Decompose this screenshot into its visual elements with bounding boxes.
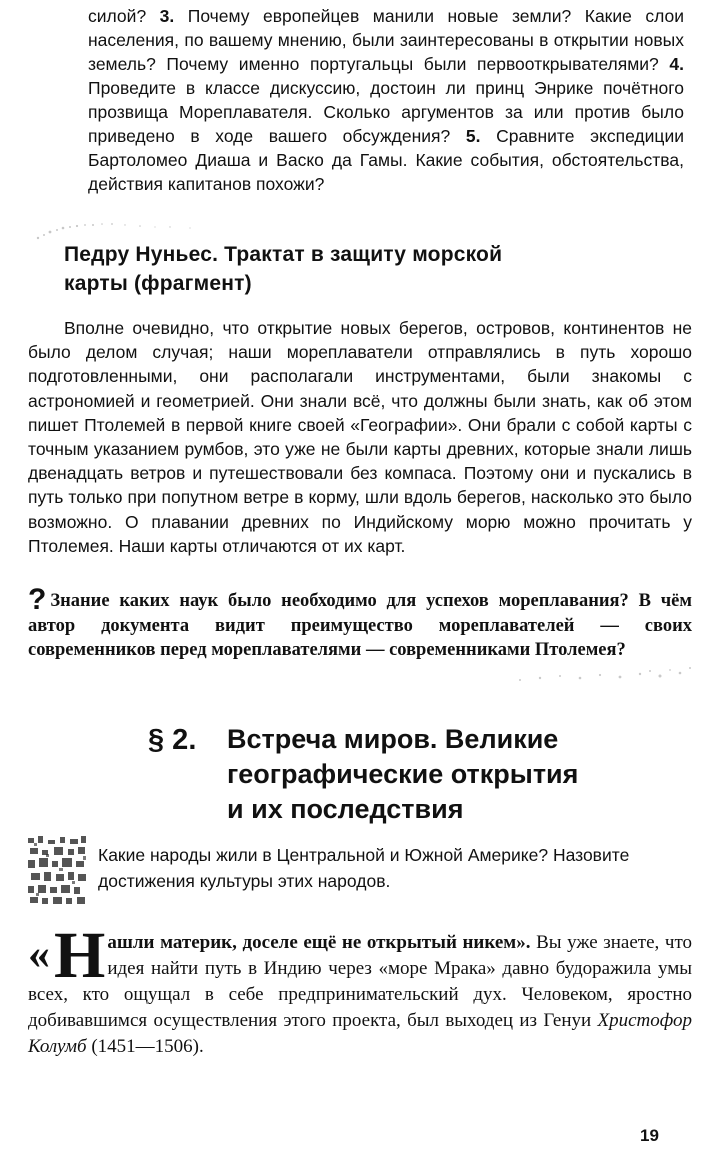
section-title-line-2: географические открытия bbox=[227, 759, 579, 789]
question-mark-icon: ? bbox=[28, 583, 47, 616]
subsection-text-end: (1451—1506). bbox=[86, 1036, 204, 1057]
question-number: 4. bbox=[669, 54, 684, 74]
section-title bbox=[227, 722, 687, 827]
subsection-lead: ашли материк, доселе ещё не открытый никем». bbox=[107, 932, 531, 953]
questions-paragraph bbox=[88, 4, 684, 196]
intro-question: Какие народы жили в Центральной и Южной Америке? Назовите достижения культуры этих народов. bbox=[98, 845, 630, 891]
document-body: Вполне очевидно, что открытие новых берегов, островов, континентов не было делом случая; наши мореплаватели отправлялись в путь хорошо подготовленными, они располагали инструментами, были знакомы с астрономией и геометрией. Они знали всё, что должны были знать, как об этом пишет Птолемей в первой книге своей «Географии». Они брали с собой карты с точным указанием румбов, это уже не были карты древних, которые знали лишь двенадцать ветров и путешествовали без компаса. Поэтому они и пускались в путь только при попутном ветре в корму, шли вдоль берегов, насколько это было возможно. О плавании древних по Индийскому морю можно прочитать у Птолемея. Наши карты отличаются от их карт. bbox=[28, 318, 692, 556]
textured-square-icon bbox=[26, 834, 88, 906]
question-text-run: Почему европейцев манили новые земли? Какие слои населения, по вашему мнению, были заинтересованы в открытии новых земель? Почему именно португальцы были первооткрывателями? bbox=[88, 6, 684, 74]
person-name: Христофор Колумб bbox=[28, 1010, 692, 1057]
subsection-text: Вы уже знаете, что идея найти путь в Индию через «море Мрака» давно будоражила умы всех, кто ощущал в себе предпринимательский дух. Человеком, яростно добивавшимся осуществления этого проекта, был выходец из Генуи bbox=[28, 932, 692, 1031]
document-title-line-1: Педру Нуньес. Трактат в защиту морской bbox=[64, 243, 503, 266]
document-title-line-2: карты (фрагмент) bbox=[64, 272, 252, 295]
decorative-smudge-icon bbox=[500, 640, 700, 690]
open-quote: « bbox=[28, 929, 50, 978]
question-text-run: Проведите в классе дискуссию, достоин ли принц Энрике почётного прозвища Мореплавателя. Сколько аргументов за или против было приведено в ходе вашего обсуждения? bbox=[88, 78, 684, 146]
page-number: 19 bbox=[640, 1126, 659, 1145]
question-number: 5. bbox=[465, 126, 481, 146]
question-text-run: Сравните экспедиции Бартоломео Диаша и Васко да Гамы. Какие события, обстоятельства, действия капитанов похожи? bbox=[88, 126, 684, 194]
question-number: 3. bbox=[159, 6, 175, 26]
document-title bbox=[64, 240, 664, 298]
question-text: Знание каких наук было необходимо для успехов мореплавания? В чём автор документа видит преимущество мореплавателей — своих современников перед мореплавателями — современниками Птолемея? bbox=[28, 591, 692, 660]
subsection-body bbox=[28, 919, 692, 1060]
question-text-run: силой? bbox=[88, 6, 160, 26]
section-title-line-1: Встреча миров. Великие bbox=[227, 724, 559, 754]
section-title-line-3: и их последствия bbox=[227, 794, 464, 824]
section-number: § 2. bbox=[148, 724, 197, 756]
drop-cap: Н bbox=[54, 919, 106, 992]
